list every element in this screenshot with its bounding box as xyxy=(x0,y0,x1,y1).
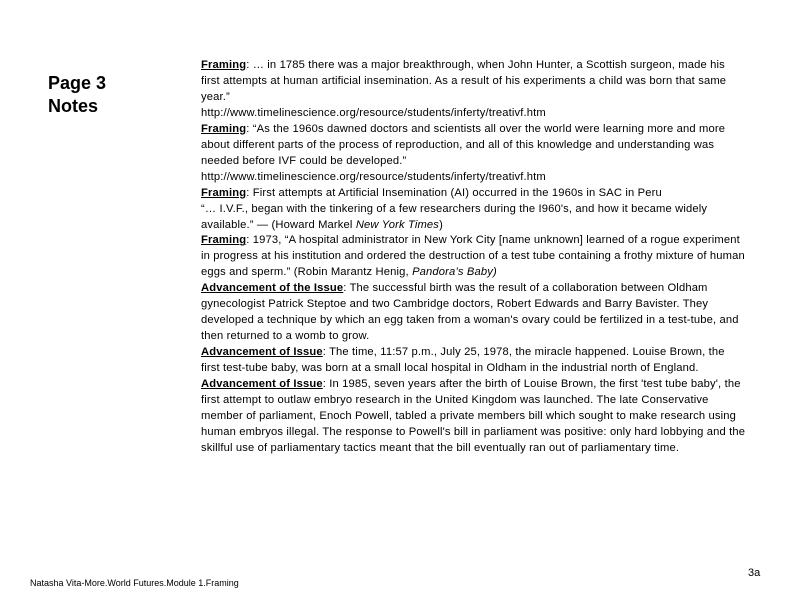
note-paragraph-1 xyxy=(201,58,746,122)
page-title xyxy=(48,72,178,118)
note-keyword: Advancement of Issue xyxy=(201,378,323,391)
note-text: : The successful birth was the result of a collaboration between Oldham gynecologist Patrick Steptoe and two Cambridge doctors, Robert Edwards and Barry Bavister. They developed a technique by which an egg taken from a woman's ovary could be fertilized in a test-tube, and then returned to a womb to grow. xyxy=(201,282,739,343)
note-keyword: Framing xyxy=(201,122,247,135)
note-text: ) xyxy=(439,218,443,231)
note-text: : 1973, “A hospital administrator in New York City [name unknown] learned of a rogue experiment in progress at his institution and ordered the destruction of a test tube containing a frothy mixture of human eggs and sperm.” (Robin Marantz Henig, xyxy=(201,234,745,279)
notes-body xyxy=(201,58,746,457)
note-keyword: Framing xyxy=(201,186,247,199)
note-text: : … in 1785 there was a major breakthrough, when John Hunter, a Scottish surgeon, made his first attempts at human artificial insemination. As a result of his experiments a child was born that same year.” xyxy=(201,59,727,103)
note-source-url: http://www.timelinescience.org/resource/students/inferty/treativf.htm xyxy=(201,170,546,183)
note-source-url: http://www.timelinescience.org/resource/students/inferty/treativf.htm xyxy=(201,106,546,119)
note-paragraph-8 xyxy=(201,377,746,457)
note-paragraph-4 xyxy=(201,202,746,234)
note-text: : The time, 11:57 p.m., July 25, 1978, the miracle happened. Louise Brown, the first test-tube baby, was born at a small local hospital in Oldham in the industrial north of England. xyxy=(201,346,725,375)
note-citation-italic: New York Times xyxy=(355,218,440,231)
note-citation-italic: Pandora’s Baby) xyxy=(412,266,497,279)
note-paragraph-5 xyxy=(201,233,746,281)
note-keyword: Framing xyxy=(201,234,247,247)
footer-credit: Natasha Vita-More.World Futures.Module 1.Framing xyxy=(30,578,239,588)
note-paragraph-6 xyxy=(201,281,746,345)
note-keyword: Framing xyxy=(201,59,247,71)
page-title-line-2: Notes xyxy=(48,96,99,116)
page-title-line-1: Page 3 xyxy=(48,73,107,93)
note-keyword: Advancement of the Issue xyxy=(201,282,344,295)
page-number: 3a xyxy=(748,567,761,579)
note-text: : “As the 1960s dawned doctors and scientists all over the world were learning more and more about different parts of the process of reproduction, and all of this knowledge and understanding was needed before IVF could be developed.” xyxy=(201,122,726,167)
note-paragraph-7 xyxy=(201,345,746,377)
note-paragraph-3 xyxy=(201,186,746,202)
note-text: : In 1985, seven years after the birth of Louise Brown, the first 'test tube baby', the first attempt to outlaw embryo research in the United Kingdom was launched. The late Conservative member of parliament, Enoch Powell, tabled a private members bill which sought to make research using human embryos illegal. The response to Powell's bill in parliament was positive: only hard lobbying and the skillful use of parliamentary tactics meant that the bill eventually ran out of parliamentary time. xyxy=(201,378,746,454)
note-text: “… I.V.F., began with the tinkering of a few researchers during the I960's, and how it became widely available.” — (Howard Markel xyxy=(201,202,708,231)
note-paragraph-2 xyxy=(201,122,746,186)
note-keyword: Advancement of Issue xyxy=(201,346,323,359)
note-text: : First attempts at Artificial Insemination (AI) occurred in the 1960s in SAC in Peru xyxy=(246,186,662,199)
